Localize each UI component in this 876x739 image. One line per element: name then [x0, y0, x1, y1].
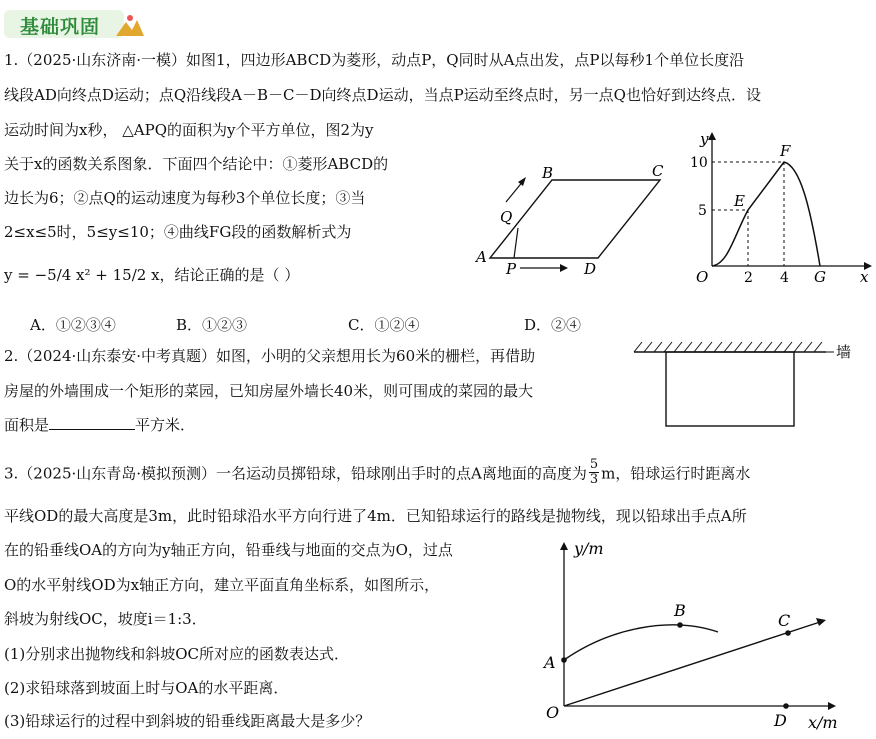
tick-4: 4: [780, 270, 789, 286]
label-a: A: [476, 248, 487, 266]
garden-rectangle: [666, 352, 794, 426]
segment-pq: [514, 228, 518, 258]
q3-line-1-end: m，铅球运行时距离水: [601, 464, 751, 483]
section-title: 基础巩固: [20, 16, 101, 38]
q3-line-5: 斜坡为射线OC，坡度i＝1:3．: [4, 610, 207, 628]
q2-line-1: 2.（2024·山东泰安·中考真题）如图，小明的父亲想用长为60米的栅栏，再借助: [4, 347, 536, 365]
label-p: P: [506, 260, 517, 278]
point-b: [677, 622, 683, 628]
label-a: A: [544, 653, 556, 672]
q3-line-3: 在的铅垂线OA的方向为y轴正方向，铅垂线与地面的交点为O，过点: [4, 541, 453, 559]
q1-line-1: 1.（2025·山东济南·一模）如图1，四边形ABCD为菱形，动点P，Q同时从A点出发，点P以每秒1个单位长度沿: [4, 51, 745, 69]
q1-line-6: 2≤x≤5时，5≤y≤10；④曲线FG段的函数解析式为: [4, 223, 352, 241]
q3-line-1-start: 3.（2025·山东青岛·模拟预测）一名运动员掷铅球，铅球刚出手时的点A离地面的高度为: [4, 464, 587, 483]
q1-line-3: 运动时间为x秒， △APQ的面积为y个平方单位，图2为y: [4, 121, 374, 139]
figure-2-graph: [688, 126, 876, 286]
label-y-axis: y/m: [574, 539, 604, 558]
height-fraction: [589, 458, 599, 487]
wall-hatching: [634, 342, 822, 352]
q3-line-6: (1)分别求出抛物线和斜坡OC所对应的函数表达式．: [4, 645, 350, 663]
tick-5: 5: [698, 203, 707, 219]
arrow-q-head: [518, 177, 526, 186]
label-c: C: [778, 611, 791, 630]
tick-10: 10: [690, 155, 708, 171]
y-axis-arrow: [560, 542, 568, 550]
y-axis-arrow: [708, 132, 716, 140]
figure-wall-garden: [630, 338, 870, 434]
tick-2: 2: [744, 270, 753, 286]
q3-line-4: O的水平射线OD为x轴正方向，建立平面直角坐标系，如图所示，: [4, 576, 440, 594]
figure-1-rhombus: [470, 150, 680, 280]
q3-line-2: 平线OD的最大高度是3m，此时铅球沿水平方向行进了4m．已知铅球运行的路线是抛物线，现以铅球出手点A所: [4, 507, 747, 525]
section-badge: [4, 6, 154, 40]
q3-line-1: [4, 457, 751, 489]
label-b: B: [674, 601, 686, 620]
label-d: D: [774, 711, 787, 730]
point-c: [785, 630, 791, 636]
q1-line-4: 关于x的函数关系图象．下面四个结论中：①菱形ABCD的: [4, 155, 389, 173]
q2-line-2: 房屋的外墙围成一个矩形的菜园，已知房屋外墙长40米，则可围成的菜园的最大: [4, 382, 534, 400]
label-f: F: [780, 142, 791, 160]
function-curve: [712, 162, 820, 266]
q2-answer-blank[interactable]: [49, 415, 135, 430]
q1-line-7: y = −5/4 x² + 15/2 x，结论正确的是（ ）: [4, 266, 300, 284]
figure-3-shotput: [530, 534, 870, 736]
slope-ray-arrow: [816, 618, 826, 626]
q1-option-b[interactable]: B．①②③: [176, 316, 248, 334]
label-c: C: [652, 162, 664, 180]
arrow-p-head: [560, 264, 568, 272]
sun-icon: [127, 15, 133, 21]
label-g: G: [814, 268, 826, 286]
q1-option-c[interactable]: C．①②④: [348, 316, 420, 334]
fraction-numerator: 5: [589, 457, 599, 472]
q3-line-7: (2)求铅球落到坡面上时与OA的水平距离．: [4, 679, 289, 697]
label-b: B: [542, 164, 554, 182]
label-q: Q: [500, 208, 513, 226]
q2-area-prefix: 面积是: [4, 416, 50, 434]
label-y: y: [700, 130, 709, 148]
q1-option-a[interactable]: A．①②③④: [30, 316, 116, 334]
label-x: x: [860, 268, 869, 286]
label-o: O: [546, 703, 560, 722]
point-a: [561, 657, 567, 663]
label-x-axis: x/m: [808, 713, 838, 732]
q2-area-suffix: 平方米．: [135, 416, 196, 434]
label-o: O: [696, 268, 709, 286]
wall-label: 墙: [836, 343, 852, 361]
x-axis-arrow: [828, 702, 836, 710]
fraction-denominator: 3: [589, 472, 599, 487]
q3-line-8: (3)铅球运行的过程中到斜坡的铅垂线距离最大是多少？: [4, 712, 371, 730]
q1-line-2: 线段AD向终点D运动；点Q沿线段A－B－C－D向终点D运动，当点P运动至终点时，另一点Q也恰好到达终点．设: [4, 86, 761, 104]
parabola-path: [564, 625, 718, 660]
label-d: D: [584, 260, 597, 278]
q1-option-d[interactable]: D．②④: [524, 316, 582, 334]
label-e: E: [734, 192, 745, 210]
slope-ray-oc: [564, 622, 820, 706]
q2-line-3: [4, 415, 195, 435]
point-d: [783, 703, 789, 709]
q1-line-5: 边长为6；②点Q的运动速度为每秒3个单位长度；③当: [4, 189, 366, 207]
